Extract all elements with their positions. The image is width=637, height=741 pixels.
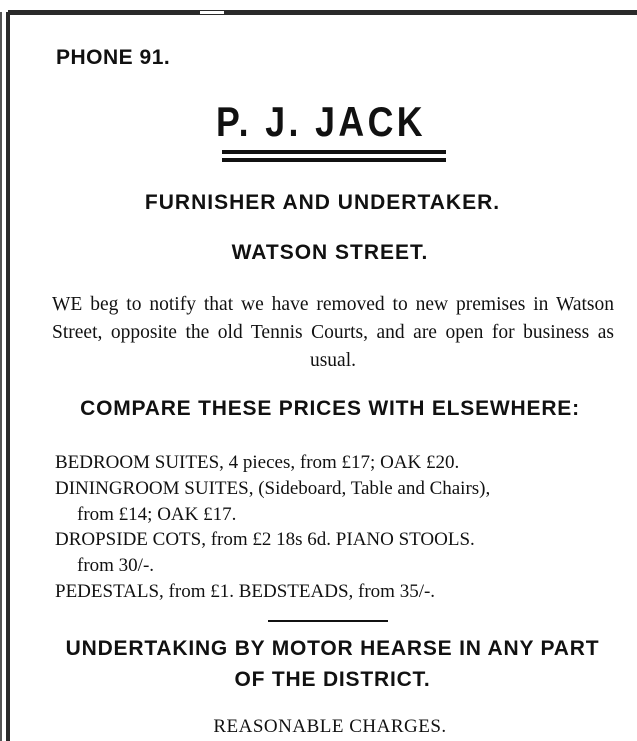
undertaking-notice bbox=[0, 633, 637, 695]
section-divider bbox=[268, 620, 388, 622]
price-line: from £14; OAK £17. bbox=[77, 503, 237, 525]
price-list bbox=[55, 450, 615, 605]
phone-number: PHONE 91. bbox=[56, 46, 171, 69]
price-line: PEDESTALS, from £1. BEDSTEADS, from 35/-. bbox=[55, 580, 436, 602]
left-edge-rule bbox=[0, 12, 2, 741]
undertaking-line-2: OF THE DISTRICT. bbox=[234, 668, 431, 691]
undertaking-line-1: UNDERTAKING BY MOTOR HEARSE IN ANY PART bbox=[65, 637, 600, 660]
business-name: P. J. JACK bbox=[216, 98, 426, 145]
price-line: DROPSIDE COTS, from £2 18s 6d. PIANO STOOLS. bbox=[55, 529, 475, 551]
price-line: DININGROOM SUITES, (Sideboard, Table and Chairs), bbox=[55, 477, 491, 499]
top-border-gap bbox=[200, 11, 224, 14]
charges-note: REASONABLE CHARGES. bbox=[213, 716, 447, 737]
compare-heading: COMPARE THESE PRICES WITH ELSEWHERE: bbox=[80, 397, 580, 420]
title-double-rule bbox=[222, 150, 446, 164]
left-border-rule bbox=[6, 12, 10, 741]
price-line: BEDROOM SUITES, 4 pieces, from £17; OAK £20. bbox=[55, 452, 460, 473]
price-line: from 30/-. bbox=[77, 555, 155, 577]
top-border-rule bbox=[8, 10, 637, 15]
relocation-notice: WE beg to notify that we have removed to new premises in Watson Street, opposite the old Tennis Courts, and are open for business as usual. bbox=[52, 294, 614, 371]
street-address: WATSON STREET. bbox=[231, 241, 429, 264]
business-description: FURNISHER AND UNDERTAKER. bbox=[144, 191, 501, 214]
